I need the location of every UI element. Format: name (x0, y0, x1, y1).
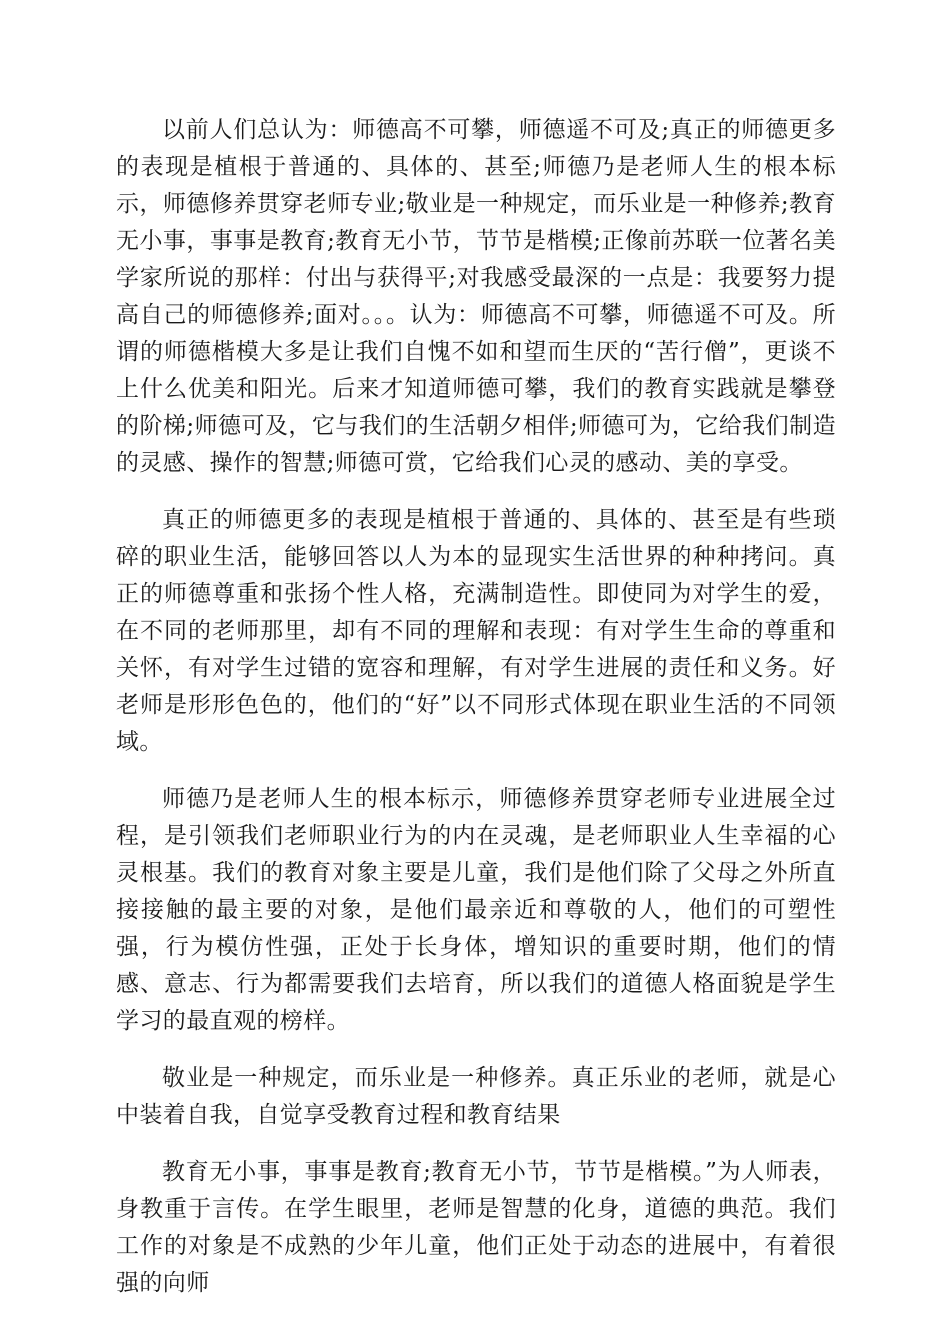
paragraph-2: 真正的师德更多的表现是植根于普通的、具体的、甚至是有些琐碎的职业生活，能够回答以人为本的显现实生活世界的种种拷问。真正的师德尊重和张扬个性人格，充满制造性。即使同为对学生的爱，在不同的老师那里，却有不同的理解和表现：有对学生生命的尊重和关怀，有对学生过错的宽容和理解，有对学生进展的责任和义务。好老师是形形色色的，他们的“好”以不同形式体现在职业生活的不同领域。 (116, 507, 836, 755)
paragraph-5: 教育无小事，事事是教育;教育无小节，节节是楷模。”为人师表，身教重于言传。在学生眼里，老师是智慧的化身，道德的典范。我们工作的对象是不成熟的少年儿童，他们正处于动态的进展中，有着很强的向师 (116, 1159, 836, 1296)
paragraph-1: 以前人们总认为：师德高不可攀，师德遥不可及;真正的师德更多的表现是植根于普通的、具体的、甚至;师德乃是老师人生的根本标示，师德修养贯穿老师专业;敬业是一种规定，而乐业是一种修养;教育无小事，事事是教育;教育无小节，节节是楷模;正像前苏联一位著名美学家所说的那样：付出与获得平;对我感受最深的一点是：我要努力提高自己的师德修养;面对。。。认为：师德高不可攀，师德遥不可及。所谓的师德楷模大多是让我们自愧不如和望而生厌的“苦行僧”，更谈不上什么优美和阳光。后来才知道师德可攀，我们的教育实践就是攀登的阶梯;师德可及，它与我们的生活朝夕相伴;师德可为，它给我们制造的灵感、操作的智慧;师德可赏，它给我们心灵的感动、美的享受。 (116, 117, 836, 476)
document-body (116, 112, 836, 1322)
paragraph-3: 师德乃是老师人生的根本标示，师德修养贯穿老师专业进展全过程，是引领我们老师职业行为的内在灵魂，是老师职业人生幸福的心灵根基。我们的教育对象主要是儿童，我们是他们除了父母之外所直接接触的最主要的对象，是他们最亲近和尊敬的人，他们的可塑性强，行为模仿性强，正处于长身体，增知识的重要时期，他们的情感、意志、行为都需要我们去培育，所以我们的道德人格面貌是学生学习的最直观的榜样。 (116, 786, 836, 1034)
paragraph-4: 敬业是一种规定，而乐业是一种修养。真正乐业的老师，就是心中装着自我，自觉享受教育过程和教育结果 (116, 1065, 836, 1128)
